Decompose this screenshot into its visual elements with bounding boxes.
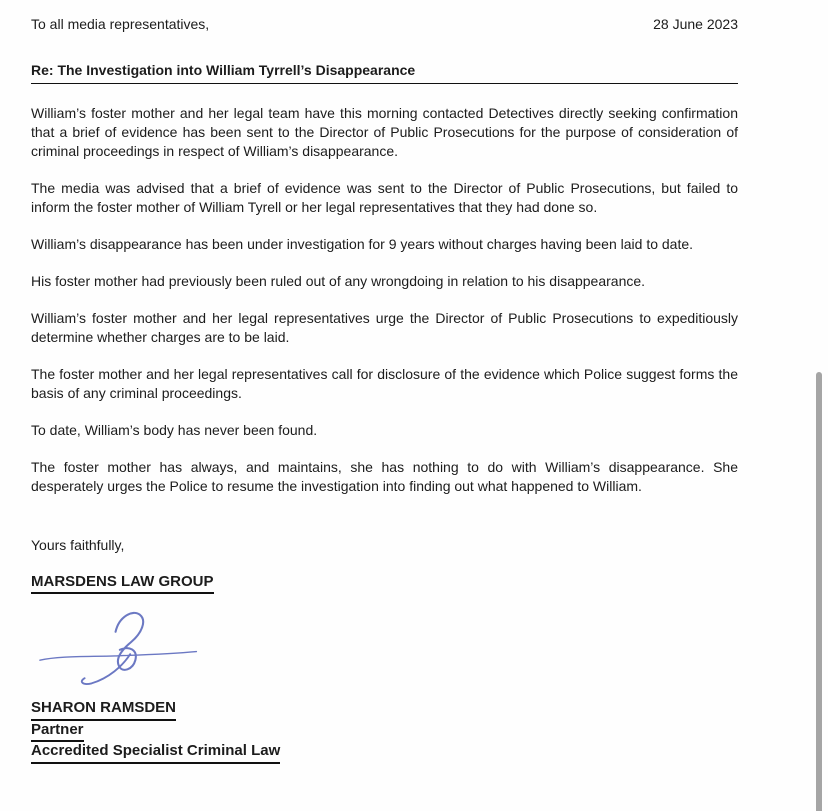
signatory-credential: Accredited Specialist Criminal Law [31, 742, 738, 764]
signatory-title: Partner [31, 721, 738, 743]
paragraph: The media was advised that a brief of evidence was sent to the Director of Public Prosecutions, but failed to inform the foster mother of William Tyrell or her legal representatives that they had done so. [31, 180, 738, 215]
paragraph: William’s disappearance has been under investigation for 9 years without charges having been laid to date. [31, 236, 694, 252]
signatory-name: SHARON RAMSDEN [31, 699, 738, 721]
paragraph: His foster mother had previously been ruled out of any wrongdoing in relation to his disappearance. [31, 273, 646, 289]
closing-line: Yours faithfully, [31, 537, 125, 553]
firm-name: MARSDENS LAW GROUP [31, 572, 738, 594]
paragraph-list [31, 104, 738, 496]
subject-line: Re: The Investigation into William Tyrrell’s Disappearance [31, 61, 738, 84]
paragraph: William’s foster mother and her legal representatives urge the Director of Public Prosecutions to expeditiously determine whether charges are to be laid. [31, 310, 738, 345]
handwritten-signature-icon [33, 603, 205, 695]
paragraph: To date, William’s body has never been found. [31, 422, 318, 438]
paragraph: The foster mother and her legal representatives call for disclosure of the evidence which Police suggest forms the basis of any criminal proceedings. [31, 366, 738, 401]
recipient-line: To all media representatives, [31, 16, 210, 32]
date-line: 28 June 2023 [653, 16, 738, 32]
vertical-scrollbar-thumb[interactable] [816, 372, 822, 811]
paragraph: William’s foster mother and her legal team have this morning contacted Detectives directly seeking confirmation that a brief of evidence has been sent to the Director of Public Prosecutions for the purpose of consideration of criminal proceedings in respect of William’s disappearance. [31, 105, 738, 159]
signatory-block [31, 699, 738, 764]
paragraph: The foster mother has always, and maintains, she has nothing to do with William’s disappearance. She desperately urges the Police to resume the investigation into finding out what happened to William. [31, 459, 738, 494]
letter-header [31, 15, 738, 34]
